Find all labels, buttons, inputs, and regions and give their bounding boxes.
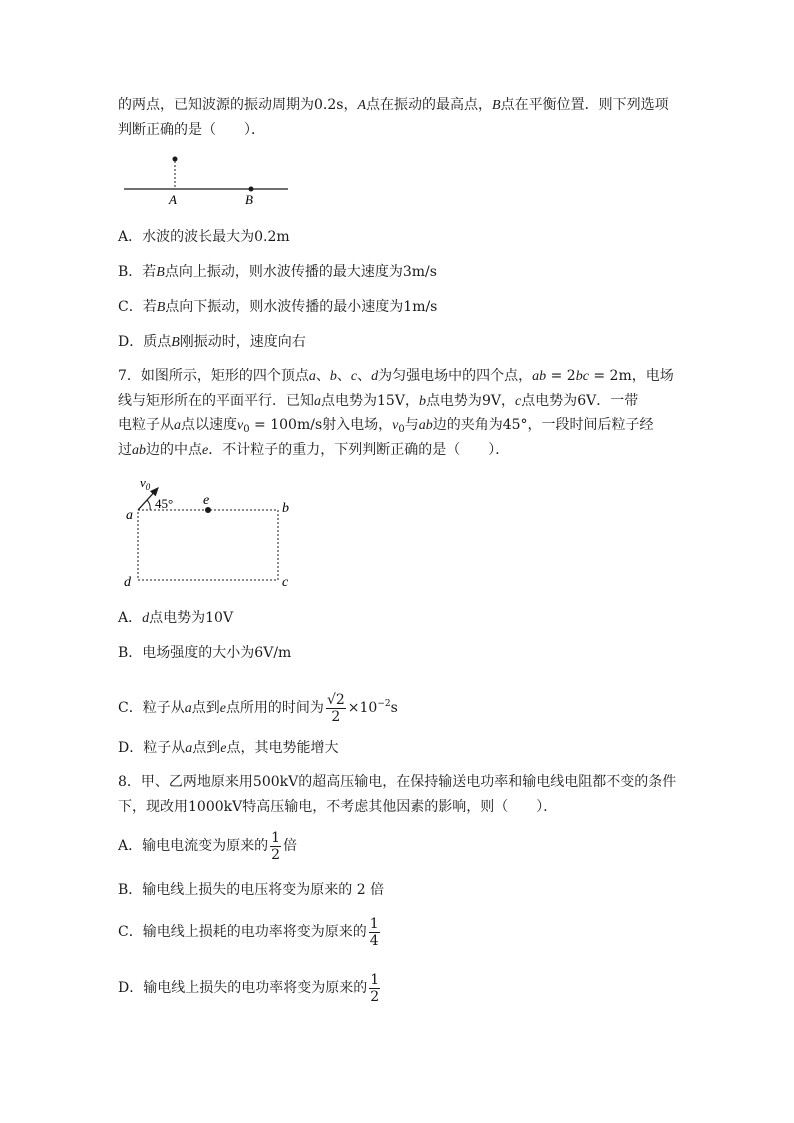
q6-stem-line-2: 判断正确的是（ ）．: [118, 122, 265, 138]
label-angle: 45°: [155, 496, 174, 511]
time-fraction: $\frac{√2}{2}$: [326, 691, 345, 725]
q6-option-b: B．若B点向上振动，则水波传播的最大速度为3m/s: [118, 264, 437, 280]
q8-option-a: A．输电电流变为原来的 $\frac{1}{2}$ 倍: [118, 829, 298, 863]
fraction-one-half: $\frac{1}{2}$: [271, 829, 281, 863]
q7-stem-line-1: 7．如图所示，矩形的四个顶点a、b、c、d为匀强电场中的四个点，ab = 2bc = 2m，电场: [118, 368, 674, 384]
rectangle-abcd: [138, 510, 278, 580]
q8-option-b: B．输电线上损失的电压将变为原来的 2 倍: [118, 882, 385, 898]
q7-option-a: A．d点电势为10V: [118, 610, 234, 626]
label-a: A: [169, 192, 177, 207]
q7-option-b: B．电场强度的大小为6V/m: [118, 645, 292, 661]
q8-stem-line-2: 下，现改用1000kV特高压输电，不考虑其他因素的影响，则（ ）．: [118, 799, 558, 815]
fraction-one-quarter: $\frac{1}{4}$: [369, 915, 379, 949]
label-e: e: [203, 493, 210, 508]
q6-wave-figure: [118, 150, 298, 212]
label-c: c: [282, 575, 289, 590]
q6-option-c: C．若B点向下振动，则水波传播的最小速度为1m/s: [118, 299, 438, 315]
label-b: B: [245, 192, 253, 207]
label-b: b: [282, 501, 289, 516]
fraction-one-half: $\frac{1}{2}$: [370, 971, 380, 1005]
point-a-marker: [173, 157, 178, 162]
q7-stem-line-3: 电粒子从a点以速度$v_0 = 100m/s$射入电场，$v_0$与ab边的夹角为45°，一段时间后粒子经: [118, 417, 654, 435]
q6-stem-line-1: 的两点，已知波源的振动周期为0.2s，A点在振动的最高点，B点在平衡位置．则下列选项: [118, 97, 669, 113]
q7-stem-line-4: 过ab边的中点e．不计粒子的重力，下列判断正确的是（ ）．: [118, 442, 510, 458]
label-a: a: [126, 508, 133, 523]
point-b-marker: [249, 187, 254, 192]
q7-option-d: D．粒子从a点到e点，其电势能增大: [118, 740, 339, 756]
label-v0: $v_0$: [140, 475, 151, 492]
q8-option-c: C．输电线上损耗的电功率将变为原来的 $\frac{1}{4}$: [118, 915, 379, 949]
q8-stem-line-1: 8．甲、乙两地原来用500kV的超高压输电，在保持输送电功率和输电线电阻都不变的条件: [118, 774, 677, 790]
q6-option-d: D．质点B刚振动时，速度向右: [118, 334, 306, 350]
q7-rectangle-figure: [118, 470, 308, 595]
angle-arc: [147, 500, 150, 510]
q6-option-a: A．水波的波长最大为0.2m: [118, 229, 290, 245]
label-d: d: [124, 575, 131, 590]
q8-option-d: D．输电线上损失的电功率将变为原来的 $\frac{1}{2}$: [118, 971, 380, 1005]
q7-option-c: C．粒子从a点到e点所用的时间为 $\frac{√2}{2}$ $\times 10^{-2}s$: [118, 691, 398, 725]
q7-stem-line-2: 线与矩形所在的平面平行．已知a点电势为15V，b点电势为9V，c点电势为6V．一带: [118, 393, 639, 409]
